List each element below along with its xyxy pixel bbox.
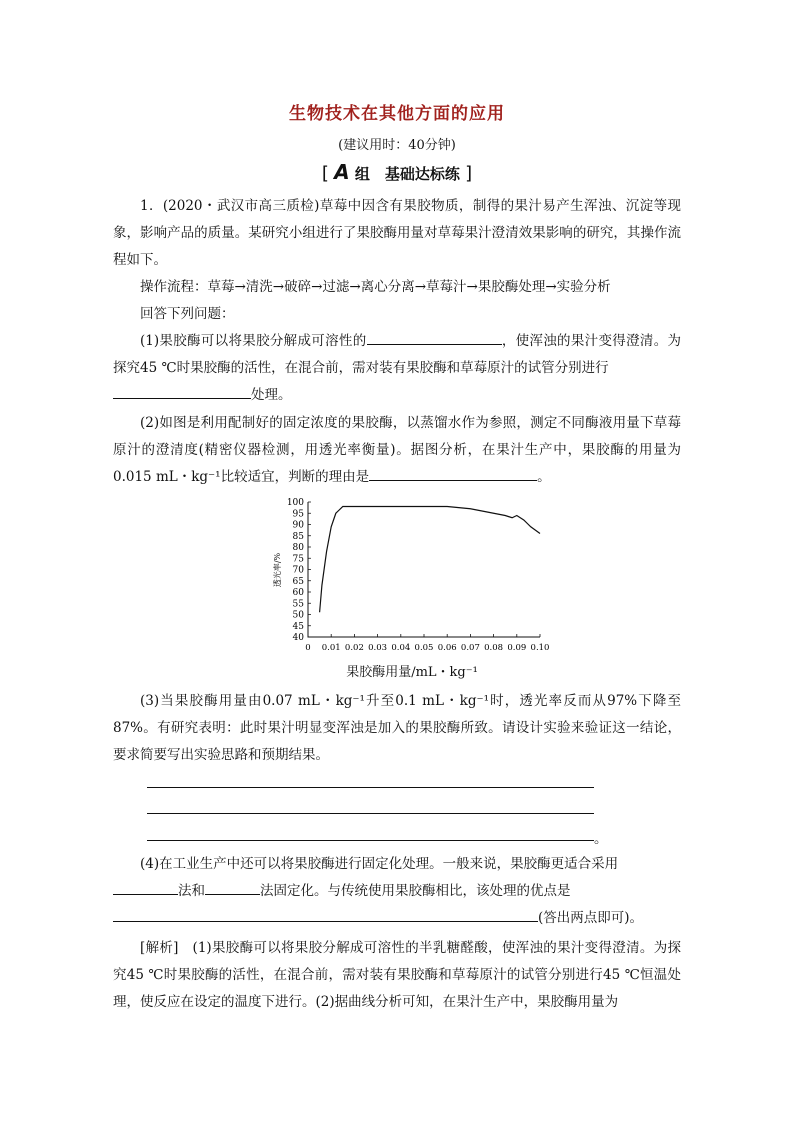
- part-2-text-a: (2)如图是利用配制好的固定浓度的果胶酶，以蒸馏水作为参照，测定不同酶液用量下草莓原汁的澄清度(精密仪器检测，用透光率衡量)。据图分析，在果汁生产中，果胶酶的用量为0.015 mL・kg⁻¹比较适宜，判断的理由是: [113, 415, 681, 485]
- y-tick-labels: [287, 498, 304, 643]
- y-tick-label: 50: [292, 610, 304, 621]
- part-4-text-b: 法和: [178, 883, 205, 899]
- x-tick-label: 0: [305, 643, 311, 653]
- y-tick-label: 45: [292, 621, 304, 632]
- operation-flow: 操作流程：草莓→清洗→破碎→过滤→离心分离→草莓汁→果胶酶处理→实验分析: [140, 279, 611, 295]
- part-3-period: 。: [594, 831, 608, 847]
- answer-line-2[interactable]: [147, 813, 594, 814]
- x-tick-label: 0.06: [437, 643, 457, 653]
- y-tick-label: 70: [292, 565, 304, 576]
- y-axis-title: 透光率/%: [273, 552, 282, 588]
- x-tick-label: 0.03: [368, 643, 388, 653]
- y-tick-label: 85: [292, 531, 304, 542]
- y-tick-label: 60: [292, 588, 304, 598]
- y-tick-label: 55: [292, 599, 304, 610]
- answer-blank-1[interactable]: [367, 330, 502, 345]
- x-tick-label: 0.02: [344, 643, 364, 653]
- x-tick-label: 0.07: [460, 643, 480, 653]
- part-1-text-a: (1)果胶酶可以将果胶分解成可溶性的: [140, 333, 367, 349]
- part-1-text-b: ，使浑浊的果汁变得澄清。为探究45 ℃时果胶酶的活性，在混合前，需对装有果胶酶和草莓原汁的试管分别进行: [113, 333, 682, 376]
- answer-blank-6[interactable]: [113, 907, 538, 922]
- y-tick-label: 75: [292, 554, 304, 565]
- answer-blank-5[interactable]: [205, 880, 260, 895]
- tick-marks: [308, 502, 540, 637]
- x-tick-label: 0.05: [414, 643, 434, 653]
- tick-mark-path: [308, 502, 540, 637]
- x-tick-labels: [305, 643, 549, 653]
- x-tick-label: 0.04: [391, 643, 411, 653]
- x-tick-label: 0.10: [530, 643, 550, 653]
- part-4-text-a: (4)在工业生产中还可以将果胶酶进行固定化处理。一般来说，果胶酶更适合采用: [140, 856, 619, 872]
- part-3: (3)当果胶酶用量由0.07 mL・kg⁻¹升至0.1 mL・kg⁻¹时，透光率反而从97%下降至87%。有研究表明：此时果汁明显变浑浊是加入的果胶酶所致。请设计实验来验证这一结论，要求简要写出实验思路和预期结果。: [113, 693, 681, 763]
- group-heading: [0, 160, 794, 184]
- y-tick-label: 65: [292, 576, 304, 587]
- answer-analysis: [解析] (1)果胶酶可以将果胶分解成可溶性的半乳糖醛酸，使浑浊的果汁变得澄清。为探究45 ℃时果胶酶的活性，在混合前，需对装有果胶酶和草莓原汁的试管分别进行45 ℃恒温处理，使反应在设定的温度下进行。(2)据曲线分析可知，在果汁生产中，果胶酶用量为: [113, 940, 681, 1010]
- x-axis-title: 果胶酶用量/mL・kg⁻¹: [346, 665, 478, 680]
- transmittance-curve: [320, 507, 540, 613]
- y-tick-label: 90: [292, 520, 304, 531]
- answer-line-1[interactable]: [147, 787, 594, 788]
- part-4-text-d: (答出两点即可)。: [538, 910, 644, 926]
- y-axis-label: [272, 552, 282, 587]
- y-tick-label: 100: [286, 498, 304, 508]
- part-1-text-c: 处理。: [251, 387, 292, 403]
- page-title: 生物技术在其他方面的应用: [289, 104, 505, 124]
- x-tick-label: 0.09: [507, 643, 527, 653]
- x-tick-label: 0.08: [484, 643, 504, 653]
- question-intro: 1．(2020・武汉市高三质检)草莓中因含有果胶物质，制得的果汁易产生浑浊、沉淀等现象，影响产品的质量。某研究小组进行了果胶酶用量对草莓果汁澄清效果影响的研究，其操作流程如下。: [113, 198, 681, 268]
- answer-blank-3[interactable]: [369, 466, 537, 481]
- part-4: [113, 851, 681, 932]
- answer-prompt: 回答下列问题：: [140, 306, 235, 322]
- group-bracket-left: [: [321, 163, 329, 184]
- part-1: [113, 328, 681, 409]
- part-4-text-c: 法固定化。与传统使用果胶酶相比，该处理的优点是: [260, 883, 571, 899]
- group-letter: A: [334, 160, 350, 184]
- group-label: 组 基础达标练: [354, 165, 460, 183]
- y-tick-label: 95: [292, 509, 304, 520]
- transmittance-chart: [268, 490, 558, 690]
- part-2-text-b: 。: [537, 469, 551, 485]
- part-2: [113, 410, 681, 491]
- x-tick-label: 0.01: [321, 643, 341, 653]
- chart-axes: [308, 502, 540, 637]
- suggested-time: (建议用时：40分钟): [338, 138, 456, 153]
- group-bracket-right: ]: [465, 163, 473, 184]
- answer-line-3[interactable]: [147, 840, 594, 841]
- answer-blank-2[interactable]: [113, 384, 251, 399]
- y-tick-label: 80: [292, 543, 304, 553]
- y-tick-label: 40: [292, 633, 304, 643]
- answer-blank-4[interactable]: [113, 880, 178, 895]
